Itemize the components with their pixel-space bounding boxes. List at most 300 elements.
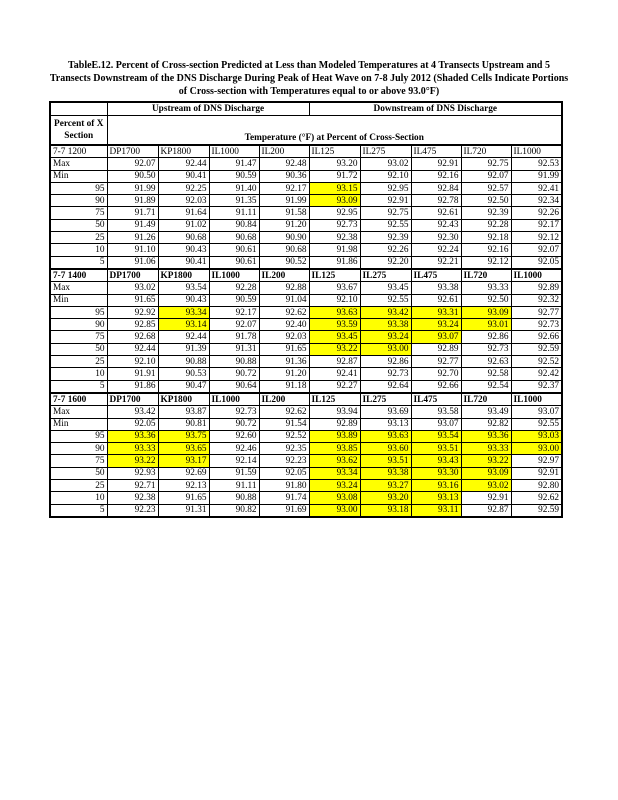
temperature-cell: 92.59 [511,504,562,517]
temperature-cell: 92.39 [360,232,411,244]
temperature-cell: 92.34 [511,195,562,207]
table-row [50,182,562,194]
temperature-cell: 92.57 [461,182,511,194]
temperature-cell: 92.05 [511,256,562,269]
temperature-cell: 92.12 [511,232,562,244]
temperature-cell: 92.91 [360,195,411,207]
table-row [50,356,562,368]
temperature-cell: 92.55 [511,418,562,430]
temperature-cell: 93.20 [309,158,360,170]
row-label: 10 [50,244,107,256]
temperature-cell: 91.18 [259,380,309,393]
temperature-cell: 90.68 [209,232,259,244]
temperature-cell: 91.35 [209,195,259,207]
table-row [50,343,562,355]
temperature-cell-shaded: 93.38 [360,467,411,479]
row-label: 10 [50,368,107,380]
temperature-cell: 91.10 [107,244,158,256]
row-label: 75 [50,207,107,219]
temperature-cell: 92.16 [411,170,461,182]
temperature-cell: 92.32 [511,294,562,306]
table-row [50,306,562,318]
temperature-cell: 93.45 [360,282,411,294]
temperature-cell: 92.14 [209,455,259,467]
block-header-row [50,393,562,406]
temperature-cell: 92.87 [461,504,511,517]
temperature-cell-shaded: 93.15 [309,182,360,194]
temperature-cell: 92.73 [461,343,511,355]
temperature-cell: 91.04 [259,294,309,306]
temperature-cell: 92.73 [360,368,411,380]
block-time-label: 7-7 1600 [50,393,107,406]
temperature-cell: 90.72 [209,368,259,380]
transect-header: IL200 [259,145,309,158]
temperature-cell-shaded: 93.36 [461,430,511,442]
temperature-cell-shaded: 93.54 [411,430,461,442]
table-row [50,170,562,182]
upstream-group-header: Upstream of DNS Discharge [107,102,309,115]
caption-line-1: TableE.12. Percent of Cross-section Predicted at Less than Modeled Temperatures at 4 Transects Upstream and 5 [68,60,550,71]
temperature-cell: 92.03 [158,195,209,207]
temperature-cell: 92.64 [360,380,411,393]
temperature-cell: 92.05 [107,418,158,430]
temperature-cell-shaded: 93.62 [309,455,360,467]
temperature-cell: 92.52 [511,356,562,368]
transect-header: IL125 [309,269,360,282]
temperature-cell: 92.23 [259,455,309,467]
temperature-cell: 93.94 [309,406,360,418]
row-label: Max [50,158,107,170]
temperature-cell: 92.42 [511,368,562,380]
temperature-cell: 92.25 [158,182,209,194]
temperature-cell: 91.86 [309,256,360,269]
temperature-cell: 92.53 [511,158,562,170]
temperature-cell-shaded: 93.16 [411,480,461,492]
temperature-cell: 92.10 [360,170,411,182]
table-body [50,145,562,517]
temperature-cell-shaded: 93.24 [309,480,360,492]
temperature-cell: 90.64 [209,380,259,393]
table-row [50,430,562,442]
temperature-cell: 92.62 [259,406,309,418]
block-time-label: 7-7 1200 [50,145,107,158]
temperature-cell: 92.80 [511,480,562,492]
block-time-label: 7-7 1400 [50,269,107,282]
temperature-cell: 92.39 [461,207,511,219]
table-row [50,232,562,244]
temperature-cell: 92.68 [107,331,158,343]
temperature-cell: 92.88 [259,282,309,294]
temperature-cell: 92.58 [461,368,511,380]
transect-header: IL1000 [511,393,562,406]
table-row [50,504,562,517]
temperature-cell: 92.52 [259,430,309,442]
row-label: Min [50,418,107,430]
temperature-cell: 93.67 [309,282,360,294]
temperature-cell-shaded: 93.33 [461,443,511,455]
table-row [50,492,562,504]
temperature-cell-shaded: 93.34 [309,467,360,479]
temperature-cell: 92.61 [411,294,461,306]
temperature-cell: 91.20 [259,219,309,231]
temperature-cell: 92.84 [411,182,461,194]
row-label: 90 [50,443,107,455]
row-label: 25 [50,480,107,492]
temperature-cell: 92.07 [461,170,511,182]
temperature-cell: 90.68 [158,232,209,244]
temperature-cell: 93.58 [411,406,461,418]
temperature-cell: 92.89 [511,282,562,294]
temperature-cell: 92.77 [511,306,562,318]
temperature-cell: 91.11 [209,207,259,219]
temperature-cell: 92.44 [158,331,209,343]
temperature-cell: 92.91 [461,492,511,504]
table-row [50,467,562,479]
temperature-cell: 90.81 [158,418,209,430]
temperature-cell: 92.44 [107,343,158,355]
row-label: 95 [50,430,107,442]
temperature-cell: 90.61 [209,256,259,269]
temperature-cell: 92.07 [107,158,158,170]
temperature-cell: 91.54 [259,418,309,430]
temperature-cell-shaded: 93.63 [360,430,411,442]
row-label: Min [50,170,107,182]
temperature-cell: 92.62 [511,492,562,504]
temperature-cell-shaded: 93.00 [360,343,411,355]
temperature-cell-shaded: 93.59 [309,319,360,331]
temperature-cell: 92.73 [309,219,360,231]
row-label: 25 [50,232,107,244]
temperature-cell: 92.66 [511,331,562,343]
temperature-cell: 91.02 [158,219,209,231]
block-header-row [50,145,562,158]
temperature-cell-shaded: 93.42 [360,306,411,318]
temperature-cell: 92.43 [411,219,461,231]
temperature-cell: 92.63 [461,356,511,368]
transect-header: IL1000 [511,145,562,158]
temperature-cell: 93.13 [360,418,411,430]
temperature-cell: 90.50 [107,170,158,182]
temperature-cell-shaded: 93.09 [461,467,511,479]
table-row [50,207,562,219]
temperature-cell: 91.65 [259,343,309,355]
temperature-cell: 93.02 [360,158,411,170]
temperature-cell: 90.59 [209,170,259,182]
temperature-cell: 92.26 [360,244,411,256]
row-label: 75 [50,331,107,343]
row-label: Max [50,406,107,418]
temperature-cell-shaded: 93.22 [461,455,511,467]
temperature-cell: 92.30 [411,232,461,244]
temperature-cell-shaded: 93.02 [461,480,511,492]
temperature-cell: 92.20 [360,256,411,269]
temperature-cell-shaded: 93.43 [411,455,461,467]
temperature-cell: 92.54 [461,380,511,393]
temperature-cell: 92.27 [309,380,360,393]
transect-header: IL200 [259,393,309,406]
table-caption [48,59,570,98]
temperature-cell: 93.33 [461,282,511,294]
temperature-cell: 92.69 [158,467,209,479]
temperature-cell: 92.24 [411,244,461,256]
table-row [50,244,562,256]
temperature-cell: 92.23 [107,504,158,517]
temperature-cell-shaded: 93.08 [309,492,360,504]
temperature-cell: 92.17 [511,219,562,231]
temperature-cell-shaded: 93.01 [461,319,511,331]
temperature-cell-shaded: 93.89 [309,430,360,442]
temperature-cell-shaded: 93.51 [360,455,411,467]
temperature-cell: 90.36 [259,170,309,182]
temperature-cell: 91.47 [209,158,259,170]
temperature-cell-shaded: 93.00 [511,443,562,455]
temperature-cell: 92.46 [209,443,259,455]
row-label: 50 [50,219,107,231]
row-label: 10 [50,492,107,504]
temperature-cell: 92.62 [259,306,309,318]
temperature-cell: 91.74 [259,492,309,504]
temperature-cell: 92.50 [461,195,511,207]
temperature-cell-shaded: 93.22 [107,455,158,467]
temperature-cell: 90.88 [209,492,259,504]
temperature-cell: 92.37 [511,380,562,393]
temperature-cell: 92.91 [511,467,562,479]
temperature-cell: 90.68 [259,244,309,256]
temperature-cell: 91.71 [107,207,158,219]
temperature-cell: 91.65 [158,492,209,504]
transect-header: IL1000 [209,393,259,406]
row-label: 95 [50,306,107,318]
temperature-cell: 91.06 [107,256,158,269]
temperature-cell: 93.54 [158,282,209,294]
temperature-cell: 92.07 [209,319,259,331]
temperature-cell: 91.31 [158,504,209,517]
table-row [50,294,562,306]
temperature-cell: 92.89 [411,343,461,355]
transect-header: DP1700 [107,393,158,406]
transect-header: IL1000 [511,269,562,282]
temperature-cell: 92.21 [411,256,461,269]
row-label: 5 [50,256,107,269]
caption-line-3: of Cross-section with Temperatures equal to or above 93.0°F) [178,86,440,97]
temperature-cell: 90.88 [158,356,209,368]
temperature-cell: 90.43 [158,294,209,306]
temperature-cell: 90.41 [158,170,209,182]
temperature-cell: 93.42 [107,406,158,418]
temperature-cell-shaded: 93.51 [411,443,461,455]
downstream-group-header: Downstream of DNS Discharge [309,102,562,115]
temperature-cell-shaded: 93.09 [309,195,360,207]
temperature-cell-shaded: 93.14 [158,319,209,331]
temperature-cell: 92.59 [511,343,562,355]
temperature-cell: 91.36 [259,356,309,368]
transect-header: IL720 [461,145,511,158]
temperature-cell: 92.86 [360,356,411,368]
temperature-cell: 91.99 [107,182,158,194]
transect-header: IL200 [259,269,309,282]
transect-header: IL275 [360,393,411,406]
temperature-cell: 93.02 [107,282,158,294]
temperature-cell: 92.16 [461,244,511,256]
corner-cell [50,102,107,115]
block-header-row [50,269,562,282]
temperature-cell: 91.78 [209,331,259,343]
temperature-cell: 92.89 [309,418,360,430]
temperature-cell: 90.82 [209,504,259,517]
temperature-cell: 91.39 [158,343,209,355]
temperature-cell-shaded: 93.30 [411,467,461,479]
transect-header: IL275 [360,145,411,158]
temperature-cell: 92.87 [309,356,360,368]
transect-header: KP1800 [158,269,209,282]
temperature-cell: 92.38 [309,232,360,244]
transect-header: IL125 [309,145,360,158]
temperature-cell: 91.80 [259,480,309,492]
caption-line-2: Transects Downstream of the DNS Discharge During Peak of Heat Wave on 7-8 July 2012 (Shaded Cells Indicate Portions [49,73,569,84]
temperature-cell: 92.70 [411,368,461,380]
temperature-cell: 92.55 [360,219,411,231]
temperature-cell: 92.10 [309,294,360,306]
transect-header: IL475 [411,393,461,406]
table-row [50,443,562,455]
table-row [50,480,562,492]
temperature-cell-shaded: 93.11 [411,504,461,517]
temperature-cell: 92.38 [107,492,158,504]
row-label: Max [50,282,107,294]
temperature-cell: 92.66 [411,380,461,393]
temperature-cell: 91.72 [309,170,360,182]
temperature-cell: 92.35 [259,443,309,455]
temperature-cell: 90.41 [158,256,209,269]
temperature-cell: 91.98 [309,244,360,256]
temperature-cell: 91.69 [259,504,309,517]
temperature-cell: 93.07 [411,418,461,430]
temperature-cell: 92.50 [461,294,511,306]
transect-header: KP1800 [158,393,209,406]
temperature-cell: 92.75 [360,207,411,219]
temperature-cell: 91.31 [209,343,259,355]
temperature-cell: 92.77 [411,356,461,368]
temperature-cell: 91.40 [209,182,259,194]
temperature-cell: 90.52 [259,256,309,269]
temperature-cell: 92.60 [209,430,259,442]
temperature-cell: 92.26 [511,207,562,219]
row-label: Min [50,294,107,306]
row-label: 75 [50,455,107,467]
temperature-cell: 92.73 [511,319,562,331]
temperature-cell: 92.07 [511,244,562,256]
temperature-cell-shaded: 93.65 [158,443,209,455]
table-row [50,282,562,294]
temperature-cell-shaded: 93.31 [411,306,461,318]
temperature-cell: 91.59 [209,467,259,479]
temperature-cell-shaded: 93.07 [411,331,461,343]
temperature-cell-shaded: 93.24 [360,331,411,343]
temperature-cell: 91.58 [259,207,309,219]
row-label: 50 [50,343,107,355]
temperature-cell: 92.28 [209,282,259,294]
row-label: 90 [50,319,107,331]
temperature-cell-shaded: 93.38 [360,319,411,331]
temperature-cell-shaded: 93.33 [107,443,158,455]
temperature-cell: 92.41 [309,368,360,380]
transect-header: IL125 [309,393,360,406]
temperature-cell: 91.49 [107,219,158,231]
transect-header: IL720 [461,269,511,282]
temperature-cell: 92.95 [309,207,360,219]
row-label: 95 [50,182,107,194]
table-row [50,195,562,207]
temperature-cell: 91.99 [511,170,562,182]
temperature-cell: 92.55 [360,294,411,306]
temperature-cell-shaded: 93.85 [309,443,360,455]
temperature-cell: 92.75 [461,158,511,170]
transect-header: KP1800 [158,145,209,158]
temperature-cell: 92.05 [259,467,309,479]
temperature-cell: 92.44 [158,158,209,170]
table-row [50,368,562,380]
temperature-cell-shaded: 93.36 [107,430,158,442]
temperature-cell: 92.48 [259,158,309,170]
temperature-cell: 90.61 [209,244,259,256]
table-row [50,380,562,393]
temperature-cell: 90.47 [158,380,209,393]
transect-header: IL1000 [209,269,259,282]
temperature-cell: 92.71 [107,480,158,492]
temperature-cell: 93.87 [158,406,209,418]
row-label: 5 [50,504,107,517]
temperature-cell: 91.20 [259,368,309,380]
temperature-cell: 90.88 [209,356,259,368]
table-row [50,455,562,467]
temperature-cell: 93.49 [461,406,511,418]
temperature-cell-shaded: 93.63 [309,306,360,318]
table-row [50,418,562,430]
temperature-cell: 91.91 [107,368,158,380]
temperature-cell-shaded: 93.75 [158,430,209,442]
temperature-cell-shaded: 93.00 [309,504,360,517]
temperature-cell: 92.97 [511,455,562,467]
temperature-cell: 91.86 [107,380,158,393]
transect-header: DP1700 [107,269,158,282]
temperature-cell: 92.28 [461,219,511,231]
row-label: 5 [50,380,107,393]
temperature-cell-shaded: 93.45 [309,331,360,343]
table-row [50,256,562,269]
temperature-cell: 91.89 [107,195,158,207]
temperature-cell: 92.82 [461,418,511,430]
temperature-cell: 90.43 [158,244,209,256]
row-label: 25 [50,356,107,368]
temperature-cell: 90.84 [209,219,259,231]
percent-x-section-header: Percent of X Section [50,115,107,145]
transect-header: DP1700 [107,145,158,158]
temperature-cell: 93.38 [411,282,461,294]
temperature-cell-shaded: 93.17 [158,455,209,467]
row-label: 90 [50,195,107,207]
temperature-cell: 90.53 [158,368,209,380]
temperature-cell: 92.41 [511,182,562,194]
temperature-cell: 92.17 [209,306,259,318]
table-row [50,319,562,331]
transect-header: IL720 [461,393,511,406]
row-label: 50 [50,467,107,479]
temperature-cell-shaded: 93.24 [411,319,461,331]
table-row [50,219,562,231]
temperature-cell: 91.11 [209,480,259,492]
temperature-cell: 92.03 [259,331,309,343]
temperature-axis-label: Temperature (°F) at Percent of Cross-Section [107,115,562,145]
